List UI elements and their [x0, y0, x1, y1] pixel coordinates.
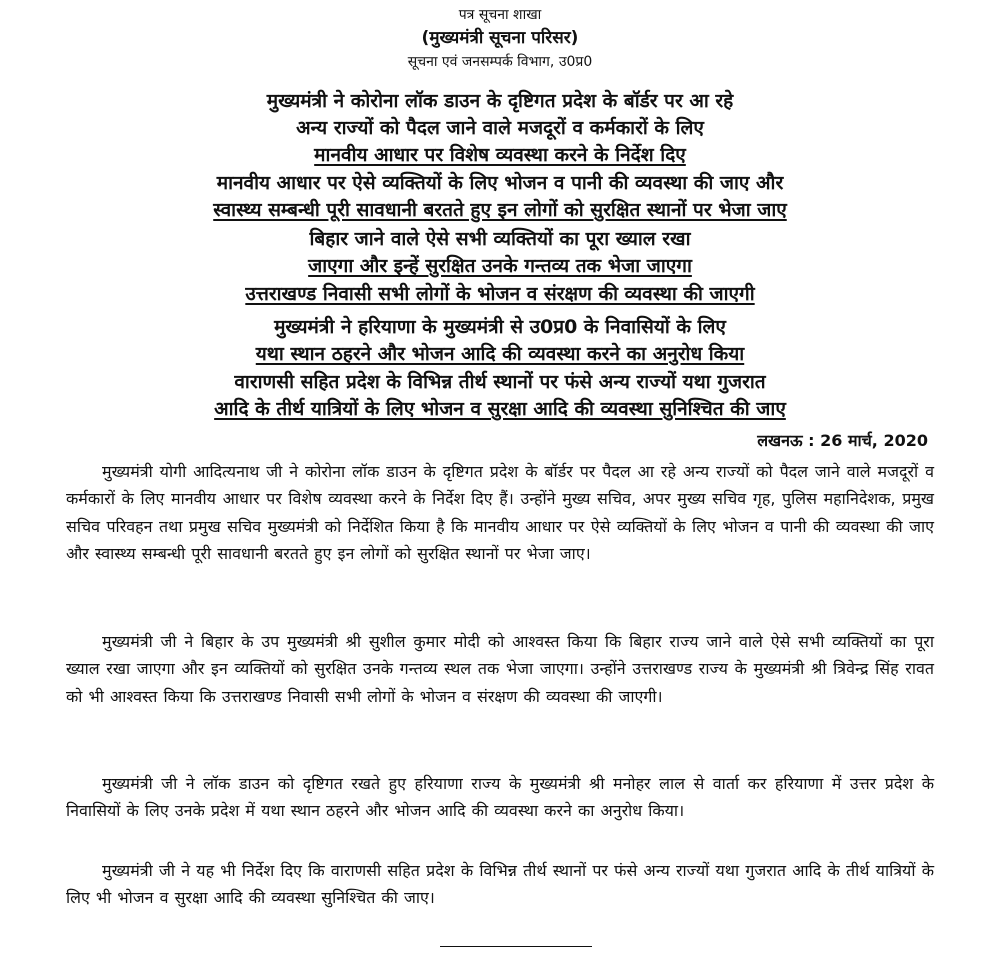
headline-line-underlined: स्वास्थ्य सम्बन्धी पूरी सावधानी बरतते हुए इन लोगों को सुरक्षित स्थानों पर भेजा जाए	[213, 199, 787, 221]
headline-line-underlined: मानवीय आधार पर विशेष व्यवस्था करने के निर्देश दिए	[314, 144, 686, 166]
dateline: लखनऊ : 26 मार्च, 2020	[757, 431, 928, 450]
headline-line-underlined: उत्तराखण्ड निवासी सभी लोगों के भोजन व संरक्षण की व्यवस्था की जाएगी	[245, 283, 755, 305]
body-paragraph-1: मुख्यमंत्री योगी आदित्यनाथ जी ने कोरोना लॉक डाउन के दृष्टिगत प्रदेश के बॉर्डर पर पैदल आ रहे अन्य राज्यों को पैदल जाने वाले मजदूरों व कर्मकारों के लिए मानवीय आधार पर विशेष व्यवस्था करने के निर्देश दिए हैं। उन्होंने मुख्य सचिव, अपर मुख्य सचिव गृह, पुलिस महानिदेशक, प्रमुख सचिव परिवहन तथा प्रमुख सचिव मुख्यमंत्री को निर्देशित किया है कि मानवीय आधार पर ऐसे व्यक्तियों के लिए भोजन व पानी की व्यवस्था की जाए और स्वास्थ्य सम्बन्धी पूरी सावधानी बरतते हुए इन लोगों को सुरक्षित स्थानों पर भेजा जाए।	[66, 462, 934, 563]
department-name: सूचना एवं जनसम्पर्क विभाग, उ0प्र0	[407, 54, 593, 70]
headline-line: मुख्यमंत्री ने कोरोना लॉक डाउन के दृष्टिगत प्रदेश के बॉर्डर पर आ रहे	[266, 90, 734, 112]
branch-name: पत्र सूचना शाखा	[458, 7, 542, 23]
headline-5	[40, 314, 960, 368]
headline-line: बिहार जाने वाले ऐसे सभी व्यक्तियों का पूरा ख्याल रखा	[309, 228, 691, 250]
headline-2	[40, 170, 960, 224]
headline-line: अन्य राज्यों को पैदल जाने वाले मजदूरों व कर्मकारों के लिए	[296, 117, 704, 139]
headline-4	[40, 281, 960, 308]
headline-line-underlined: यथा स्थान ठहरने और भोजन आदि की व्यवस्था करने का अनुरोध किया	[255, 343, 745, 365]
headline-line: वाराणसी सहित प्रदेश के विभिन्न तीर्थ स्थानों पर फंसे अन्य राज्यों यथा गुजरात	[234, 371, 766, 393]
headline-6	[40, 369, 960, 423]
headline-line: मानवीय आधार पर ऐसे व्यक्तियों के लिए भोजन व पानी की व्यवस्था की जाए और	[216, 172, 784, 194]
office-name: (मुख्यमंत्री सूचना परिसर)	[421, 28, 579, 48]
headline-line-underlined: आदि के तीर्थ यात्रियों के लिए भोजन व सुरक्षा आदि की व्यवस्था सुनिश्चित की जाए	[214, 398, 786, 420]
end-rule	[440, 946, 592, 947]
body-paragraph-3: मुख्यमंत्री जी ने लॉक डाउन को दृष्टिगत रखते हुए हरियाणा राज्य के मुख्यमंत्री श्री मनोहर लाल से वार्ता कर हरियाणा में उत्तर प्रदेश के निवासियों के लिए उनके प्रदेश में यथा स्थान ठहरने और भोजन आदि की व्यवस्था करने का अनुरोध किया।	[66, 774, 934, 821]
body-paragraph-4: मुख्यमंत्री जी ने यह भी निर्देश दिए कि वाराणसी सहित प्रदेश के विभिन्न तीर्थ स्थानों पर फंसे अन्य राज्यों यथा गुजरात आदि के तीर्थ यात्रियों के लिए भी भोजन व सुरक्षा आदि की व्यवस्था सुनिश्चित की जाए।	[66, 861, 934, 908]
headline-line: मुख्यमंत्री ने हरियाणा के मुख्यमंत्री से उ0प्र0 के निवासियों के लिए	[274, 316, 726, 338]
headline-3	[40, 226, 960, 280]
headline-1	[40, 88, 960, 169]
headline-line-underlined: जाएगा और इन्हें सुरक्षित उनके गन्तव्य तक भेजा जाएगा	[308, 255, 692, 277]
body-paragraph-2: मुख्यमंत्री जी ने बिहार के उप मुख्यमंत्री श्री सुशील कुमार मोदी को आश्वस्त किया कि बिहार राज्य जाने वाले ऐसे सभी व्यक्तियों का पूरा ख्याल रखा जाएगा और इन व्यक्तियों को सुरक्षित उनके गन्तव्य स्थल तक भेजा जाएगा। उन्होंने उत्तराखण्ड राज्य के मुख्यमंत्री श्री त्रिवेन्द्र सिंह रावत को भी आश्वस्त किया कि उत्तराखण्ड निवासी सभी लोगों के भोजन व संरक्षण की व्यवस्था की जाएगी।	[66, 632, 934, 706]
